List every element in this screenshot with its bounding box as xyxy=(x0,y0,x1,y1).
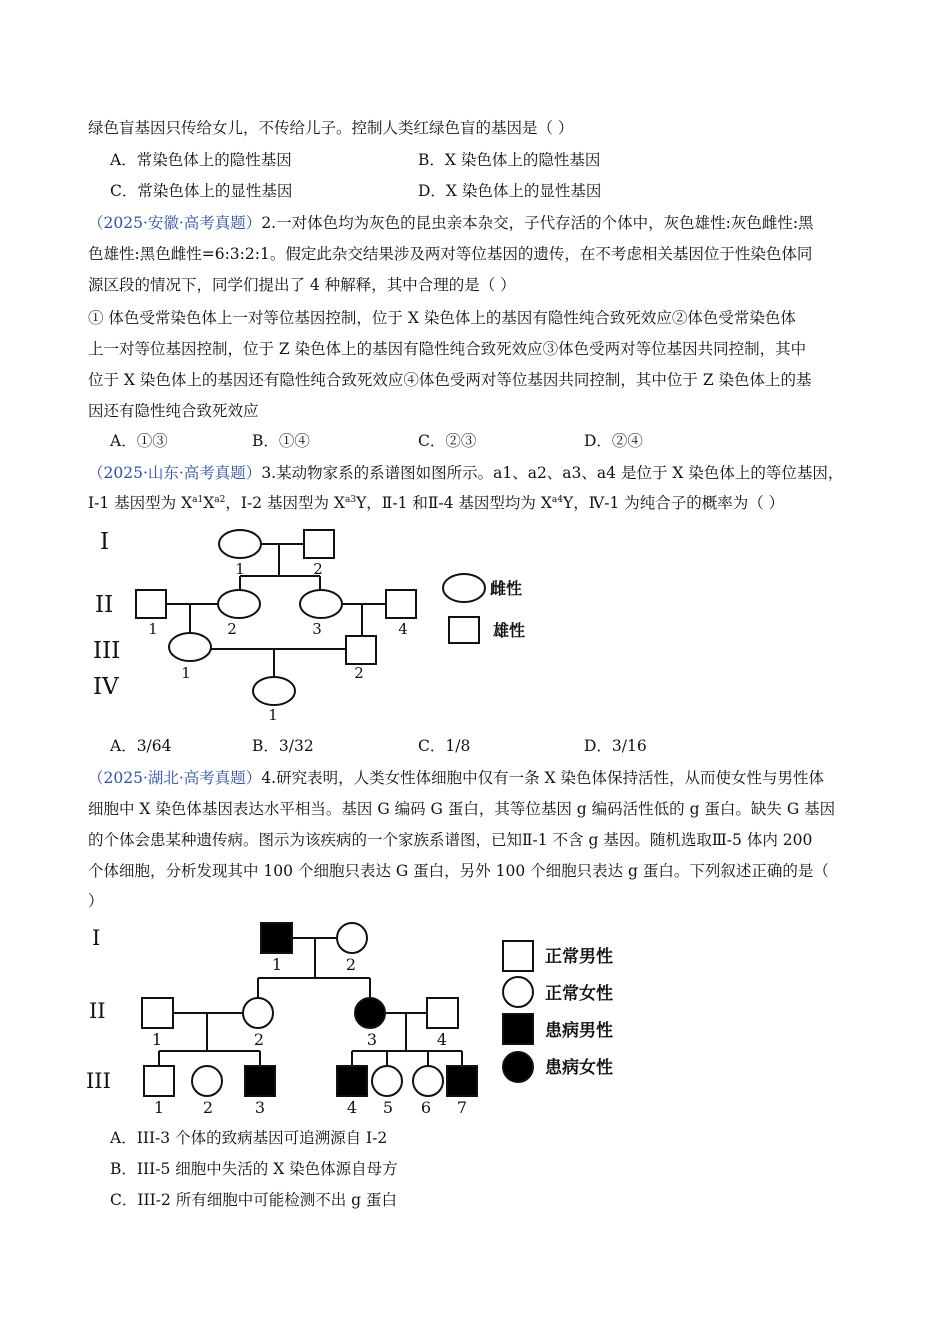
q4-legend-normal-female-symbol xyxy=(503,977,533,1007)
q3-gen-IV: IV xyxy=(93,674,119,700)
q4-legend-label: 正常男性 xyxy=(545,947,613,967)
q3-num: 1 xyxy=(148,620,158,638)
q4-III-4-affected-male xyxy=(337,1066,367,1096)
q3-genotype-text: Ⅰ-1 基因型为 X xyxy=(88,494,193,512)
q3-legend-female-label: 雌性 xyxy=(490,579,523,598)
q3-num: 1 xyxy=(181,664,191,682)
q4-num: 5 xyxy=(382,1098,394,1117)
q3-genotype-text: Y，Ⅳ-1 为纯合子的概率为（ ） xyxy=(563,494,785,512)
q3-line-2 xyxy=(88,493,784,513)
q4-legend-label: 患病女性 xyxy=(545,1058,613,1078)
q3-I-1-female xyxy=(219,530,261,558)
q4-num: 1 xyxy=(151,1030,163,1049)
q4-III-6-normal-female xyxy=(413,1066,443,1096)
q2-option-d[interactable]: D．②④ xyxy=(584,432,643,450)
q4-gen-III: III xyxy=(86,1069,111,1093)
q4-num: 6 xyxy=(420,1098,432,1117)
q4-II-1-normal-male xyxy=(142,998,173,1028)
q4-num: 2 xyxy=(202,1098,214,1117)
q4-line-2: 细胞中 X 染色体基因表达水平相当。基因 G 编码 G 蛋白，其等位基因 g 编码活性低的 g 蛋白。缺失 G 基因 xyxy=(88,800,836,818)
q3-superscript: a2 xyxy=(214,495,226,505)
q4-option-a[interactable]: A．III-3 个体的致病基因可追溯源自 I-2 xyxy=(110,1129,388,1147)
q4-num: 3 xyxy=(254,1098,266,1117)
q3-I-2-male xyxy=(304,530,334,558)
q4-num: 2 xyxy=(253,1030,265,1049)
q3-gen-I: I xyxy=(100,529,110,555)
q3-genotype-text: ，Ⅰ-2 基因型为 X xyxy=(225,494,345,512)
q3-option-c[interactable]: C．1/8 xyxy=(418,737,471,755)
q4-III-7-affected-male xyxy=(447,1066,477,1096)
q3-II-4-male xyxy=(386,590,416,618)
q3-genotype-text: Y，Ⅱ-1 和Ⅱ-4 基因型均为 X xyxy=(356,494,552,512)
q4-num: 2 xyxy=(345,955,357,974)
q2-line-4: ① 体色受常染色体上一对等位基因控制，位于 X 染色体上的基因有隐性纯合致死效应②体色受常染色体 xyxy=(88,309,796,327)
q3-legend-female-symbol xyxy=(443,574,485,602)
q4-line-1 xyxy=(88,768,824,788)
q4-II-4-normal-male xyxy=(427,998,458,1028)
q4-num: 4 xyxy=(346,1098,358,1117)
q4-num: 7 xyxy=(456,1098,468,1117)
q3-option-a[interactable]: A．3/64 xyxy=(110,737,172,755)
q3-num: 2 xyxy=(313,560,323,578)
q2-option-c[interactable]: C．②③ xyxy=(418,432,477,450)
q4-III-1-normal-male xyxy=(144,1066,174,1096)
q3-num: 4 xyxy=(398,620,408,638)
q3-pedigree xyxy=(0,515,950,730)
q3-superscript: a1 xyxy=(192,495,204,505)
q2-line-7: 因还有隐性纯合致死效应 xyxy=(88,402,259,420)
q1-text: 绿色盲基因只传给女儿，不传给儿子。控制人类红绿色盲的基因是（ ） xyxy=(88,119,574,137)
q4-I-2-normal-female xyxy=(337,923,367,953)
q2-source: （2025·安徽·高考真题） xyxy=(88,214,262,232)
q3-legend-male-label: 雄性 xyxy=(493,621,526,640)
q3-II-1-male xyxy=(136,590,166,618)
q3-III-2-male xyxy=(346,636,376,664)
q3-superscript: a4 xyxy=(551,495,563,505)
q4-gen-I: I xyxy=(92,926,101,950)
q1-option-d[interactable]: D．X 染色体上的显性基因 xyxy=(418,182,602,200)
q4-gen-II: II xyxy=(89,999,106,1023)
q1-option-c[interactable]: C．常染色体上的显性基因 xyxy=(110,182,293,200)
q3-num: 1 xyxy=(268,706,278,724)
q2-line-6: 位于 X 染色体上的基因还有隐性纯合致死效应④体色受两对等位基因共同控制，其中位于 Z 染色体上的基 xyxy=(88,371,812,389)
q4-option-b[interactable]: B．III-5 细胞中失活的 X 染色体源自母方 xyxy=(110,1160,398,1178)
q3-num: 3 xyxy=(312,620,322,638)
q4-num: 4 xyxy=(436,1030,448,1049)
q4-III-3-affected-male xyxy=(245,1066,275,1096)
q3-superscript: a3 xyxy=(344,495,357,505)
q4-stem-1: 4.研究表明，人类女性体细胞中仅有一条 X 染色体保持活性，从而使女性与男性体 xyxy=(261,769,824,787)
q4-III-2-normal-female xyxy=(192,1066,222,1096)
q3-option-b[interactable]: B．3/32 xyxy=(252,737,314,755)
q4-legend-affected-female-symbol xyxy=(503,1052,533,1082)
q2-line-1 xyxy=(88,213,814,233)
q3-gen-II: II xyxy=(95,592,114,618)
q3-stem-1: 3.某动物家系的系谱图如图所示。a1、a2、a3、a4 是位于 X 染色体上的等位基因， xyxy=(261,464,844,482)
q4-III-5-normal-female xyxy=(372,1066,402,1096)
q3-II-2-female xyxy=(218,590,260,618)
q3-num: 1 xyxy=(235,560,245,578)
q3-num: 2 xyxy=(227,620,237,638)
q3-genotype-text: X xyxy=(203,494,215,512)
q4-II-3-affected-female xyxy=(355,998,385,1028)
q1-option-a[interactable]: A．常染色体上的隐性基因 xyxy=(110,151,292,169)
q3-option-d[interactable]: D．3/16 xyxy=(584,737,647,755)
q4-legend-label: 患病男性 xyxy=(545,1021,613,1041)
q4-II-2-normal-female xyxy=(243,998,273,1028)
q4-I-1-affected-male xyxy=(261,923,292,953)
q4-line-5: ） xyxy=(88,892,104,910)
q4-line-3: 的个体会患某种遗传病。图示为该疾病的一个家族系谱图，已知Ⅱ-1 不含 g 基因。随机选取Ⅲ-5 体内 200 xyxy=(88,831,813,849)
q3-III-1-female xyxy=(169,633,211,661)
q3-IV-1-female xyxy=(253,677,295,705)
q3-source: （2025·山东·高考真题） xyxy=(88,464,262,482)
q4-pedigree xyxy=(0,912,950,1122)
q3-num: 2 xyxy=(354,664,364,682)
q1-option-b[interactable]: B．X 染色体上的隐性基因 xyxy=(418,151,601,169)
q2-line-3: 源区段的情况下，同学们提出了 4 种解释，其中合理的是（ ） xyxy=(88,276,516,294)
q2-option-a[interactable]: A．①③ xyxy=(110,432,168,450)
q2-line-2: 色雄性:黑色雌性=6:3:2:1。假定此杂交结果涉及两对等位基因的遗传，在不考虑相关基因位于性染色体同 xyxy=(88,245,813,263)
q4-source: （2025·湖北·高考真题） xyxy=(88,769,262,787)
q3-II-3-female xyxy=(300,590,342,618)
q2-line-5: 上一对等位基因控制，位于 Z 染色体上的基因有隐性纯合致死效应③体色受两对等位基因共同控制，其中 xyxy=(88,340,807,358)
q4-legend-affected-male-symbol xyxy=(503,1014,533,1044)
q4-num: 1 xyxy=(153,1098,165,1117)
q4-num: 1 xyxy=(271,955,283,974)
q4-option-c[interactable]: C．III-2 所有细胞中可能检测不出 g 蛋白 xyxy=(110,1191,398,1209)
q4-line-4: 个体细胞，分析发现其中 100 个细胞只表达 G 蛋白，另外 100 个细胞只表达 g 蛋白。下列叙述正确的是（ xyxy=(88,862,829,880)
q3-gen-III: III xyxy=(93,638,121,664)
q2-stem-1: 2.一对体色均为灰色的昆虫亲本杂交，子代存活的个体中，灰色雄性:灰色雌性:黑 xyxy=(261,214,814,232)
q2-option-b[interactable]: B．①④ xyxy=(252,432,310,450)
q4-num: 3 xyxy=(366,1030,378,1049)
q3-line-1 xyxy=(88,463,843,483)
q3-legend-male-symbol xyxy=(449,617,479,643)
q4-legend-label: 正常女性 xyxy=(545,984,613,1004)
q4-legend-normal-male-symbol xyxy=(503,941,533,971)
